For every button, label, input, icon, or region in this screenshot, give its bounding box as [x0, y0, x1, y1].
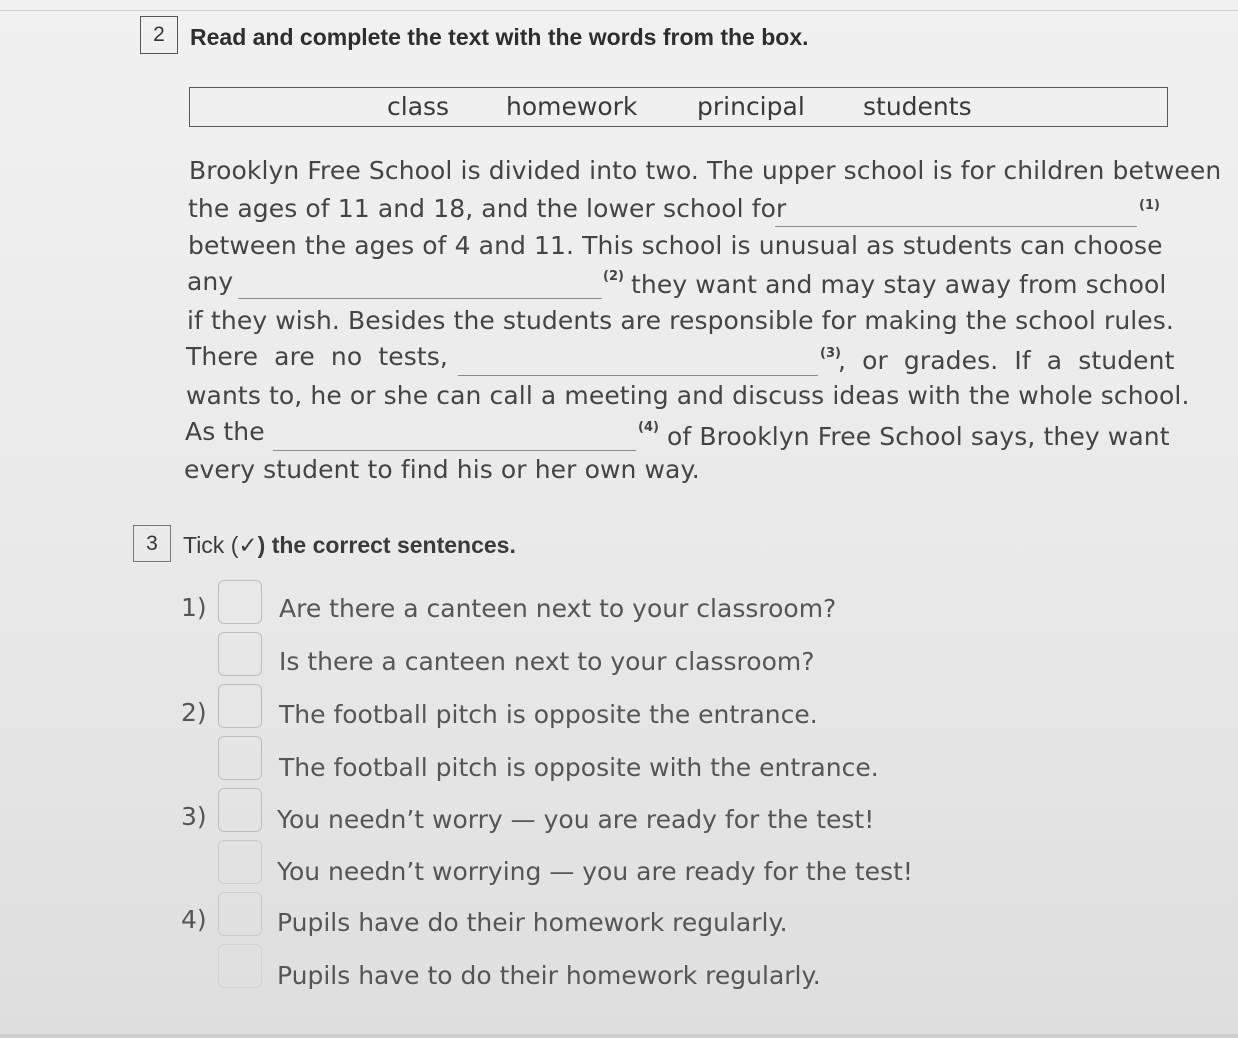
checkbox-3a[interactable]: [218, 788, 262, 832]
checkbox-2b[interactable]: [218, 736, 262, 780]
sentence-1a: Are there a canteen next to your classroom?: [279, 594, 837, 623]
sentence-1b: Is there a canteen next to your classroom?: [279, 647, 815, 676]
item-number-1: 1): [181, 593, 207, 622]
checkbox-1a[interactable]: [218, 580, 262, 624]
exercise-2-instruction-text: Read and complete the text with the words from the box.: [190, 24, 809, 50]
checkbox-4a[interactable]: [218, 892, 262, 936]
word-principal: principal: [697, 92, 805, 121]
text-line-5: if they wish. Besides the students are responsible for making the school rules.: [187, 306, 1174, 335]
top-divider: [0, 10, 1238, 11]
gap-1-mark: (1): [1139, 198, 1160, 213]
word-box: [189, 87, 1168, 127]
item-number-2: 2): [181, 698, 207, 727]
exercise-2-instruction: [190, 24, 809, 51]
sentence-4b: Pupils have to do their homework regularly.: [277, 961, 821, 990]
checkbox-4b[interactable]: [218, 944, 262, 988]
text-line-4a: any: [187, 267, 234, 296]
text-line-6b: , or grades. If a student: [838, 346, 1175, 375]
checkbox-1b[interactable]: [218, 632, 262, 676]
exercise-3-instruction: [183, 532, 516, 559]
text-line-8a: As the: [185, 417, 265, 446]
exercise-3-number: 3: [133, 525, 171, 562]
text-line-1: Brooklyn Free School is divided into two. The upper school is for children between: [189, 156, 1222, 185]
gap-4-line[interactable]: [273, 450, 636, 451]
tick-symbol-icon: ✓: [238, 532, 258, 558]
sentence-3b: You needn’t worrying — you are ready for the test!: [277, 857, 913, 886]
sentence-4a: Pupils have do their homework regularly.: [277, 908, 788, 937]
text-line-2: the ages of 11 and 18, and the lower school for: [188, 194, 787, 223]
sentence-2b: The football pitch is opposite with the entrance.: [279, 753, 879, 782]
checkbox-2a[interactable]: [218, 684, 262, 728]
text-line-4b: they want and may stay away from school: [631, 270, 1167, 299]
text-line-3: between the ages of 4 and 11. This school is unusual as students can choose: [188, 231, 1163, 260]
item-number-4: 4): [181, 905, 207, 934]
gap-2-mark: (2): [603, 269, 624, 284]
gap-4-mark: (4): [638, 420, 659, 435]
text-line-6a: There are no tests,: [186, 342, 448, 371]
gap-3-line[interactable]: [458, 375, 818, 376]
item-number-3: 3): [181, 802, 207, 831]
text-line-8b: of Brooklyn Free School says, they want: [667, 422, 1170, 451]
sentence-3a: You needn’t worry — you are ready for the test!: [277, 805, 875, 834]
text-line-7: wants to, he or she can call a meeting and discuss ideas with the whole school.: [186, 381, 1190, 410]
gap-1-line[interactable]: [775, 226, 1137, 227]
gap-2-line[interactable]: [238, 298, 602, 299]
text-line-9: every student to find his or her own way.: [184, 455, 700, 484]
word-class: class: [387, 92, 450, 121]
sentence-2a: The football pitch is opposite the entrance.: [279, 700, 818, 729]
checkbox-3b[interactable]: [218, 840, 262, 884]
instruction-suffix: ) the correct sentences.: [257, 532, 516, 558]
exercise-2-number: 2: [140, 16, 178, 54]
word-homework: homework: [506, 92, 638, 121]
word-students: students: [863, 92, 972, 121]
gap-3-mark: (3): [820, 346, 841, 361]
instruction-prefix: Tick (: [183, 532, 239, 558]
bottom-edge: [0, 1034, 1238, 1038]
